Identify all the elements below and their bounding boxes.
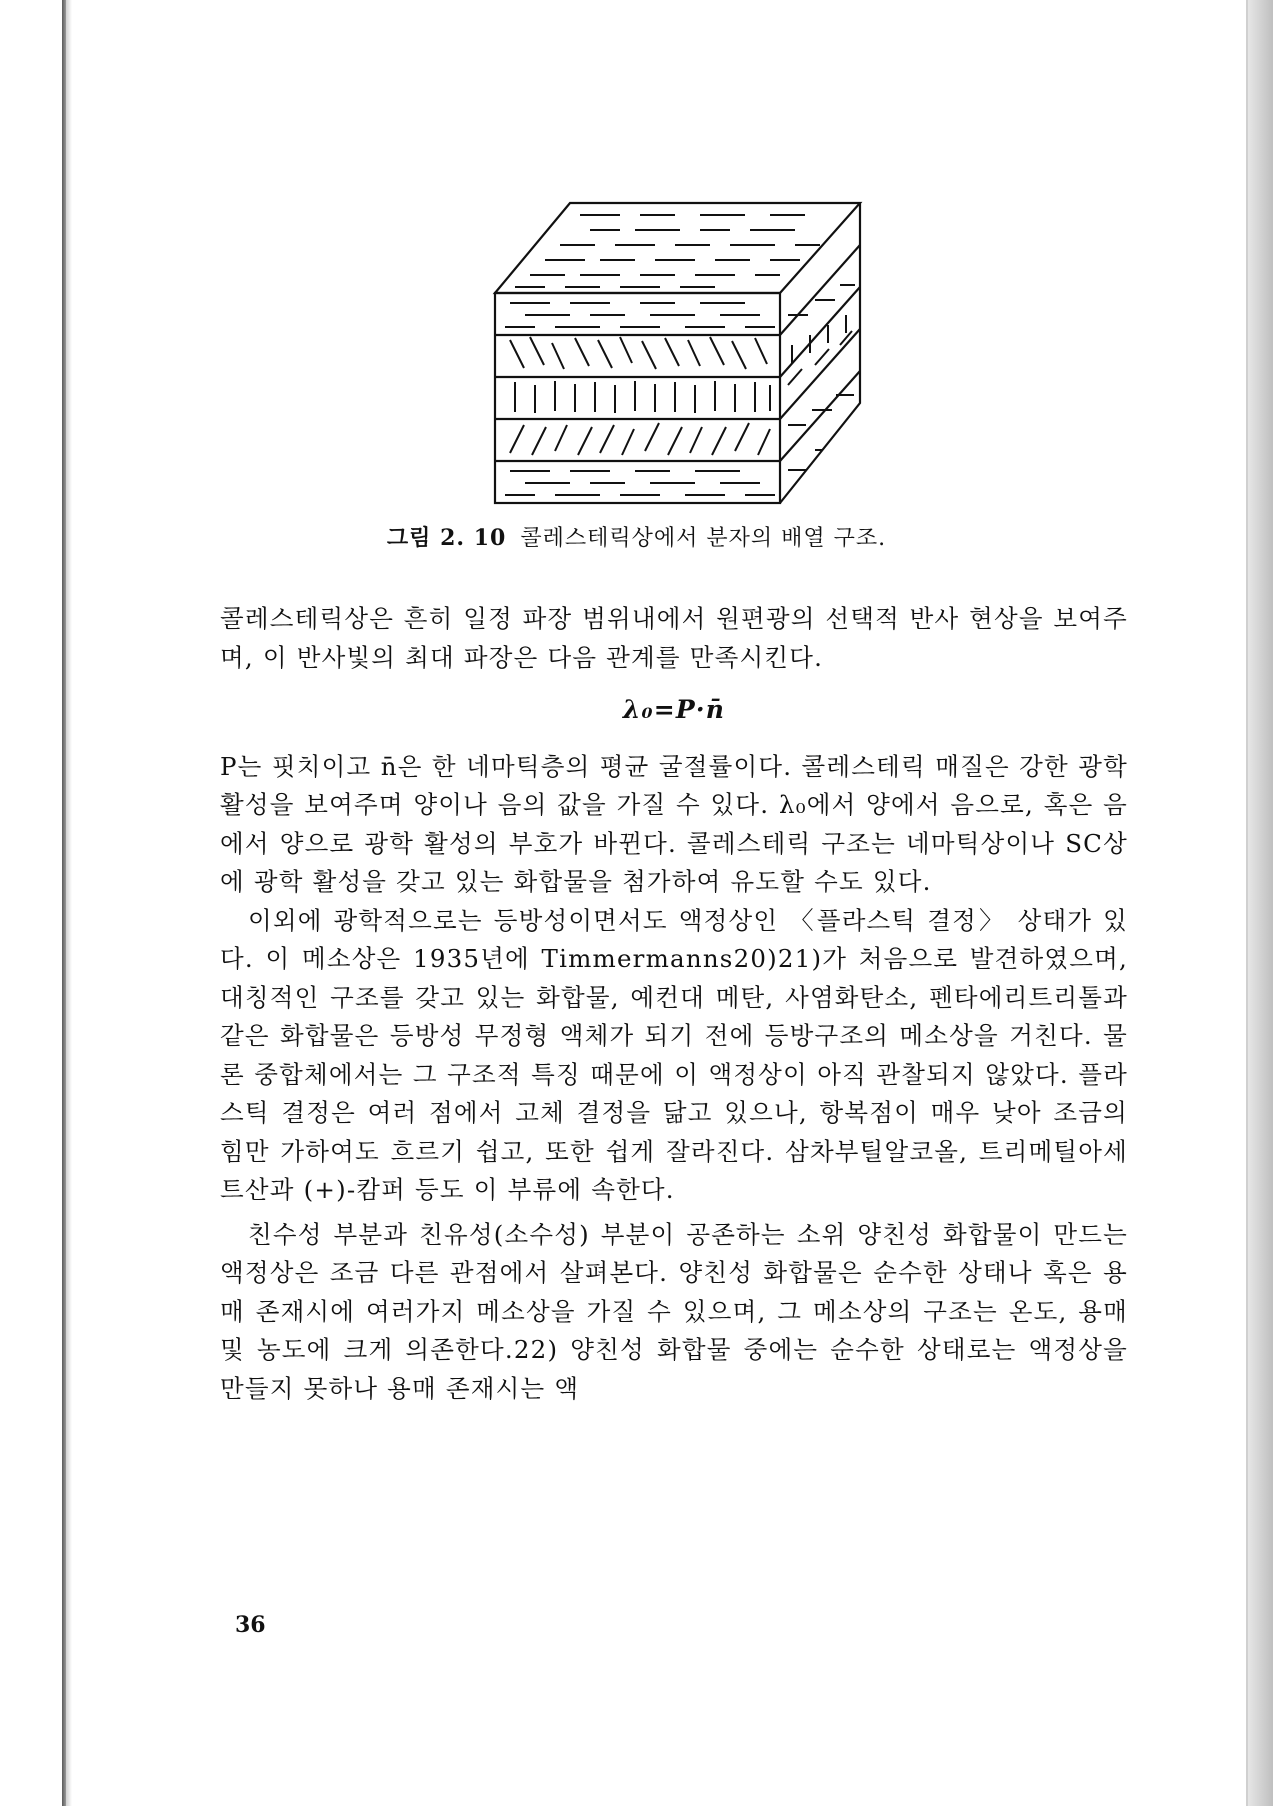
figure-caption: [0, 521, 1273, 552]
layer-3-vertical: [515, 381, 770, 413]
cholesteric-layer-diagram: [470, 185, 870, 520]
layer-5-horizontal: [505, 471, 775, 495]
formula: λ₀=P·n̄: [622, 695, 726, 724]
layered-cube-svg: [470, 185, 870, 520]
cube-outline: [495, 203, 860, 503]
layer-4-diagonal: [510, 423, 770, 455]
layer-1-horizontal: [505, 303, 775, 327]
page-number: 36: [235, 1612, 266, 1638]
paragraph-4: 친수성 부분과 친유성(소수성) 부분이 공존하는 소위 양친성 화합물이 만드는 액정상은 조금 다른 관점에서 살펴본다. 양친성 화합물은 순수한 상태나 혹은 용매 존재시에 여러가지 메소상을 가질 수 있으며, 그 메소상의 구조는 온도, 용매 및 농도에 크게 의존한다.22) 양친성 화합물 중에는 순수한 상태로는 액정상을 만들지 못하나 용매 존재시는 액: [220, 1219, 1128, 1403]
layer-2-diagonal: [510, 337, 767, 369]
top-face-molecules: [515, 215, 820, 287]
figure-label: 그림 2. 10: [386, 525, 507, 551]
paragraph-1: 콜레스테릭상은 흔히 일정 파장 범위내에서 원편광의 선택적 반사 현상을 보여주며, 이 반사빛의 최대 파장은 다음 관계를 만족시킨다.: [220, 604, 1128, 672]
paragraph-2: P는 핏치이고 n̄은 한 네마틱층의 평균 굴절률이다. 콜레스테릭 매질은 강한 광학활성을 보여주며 양이나 음의 값을 가질 수 있다. λ₀에서 양에서 음으로, 혹은 음에서 양으로 광학 활성의 부호가 바뀐다. 콜레스테릭 구조는 네마틱상이나 SC상에 광학 활성을 갖고 있는 화합물을 첨가하여 유도할 수도 있다.: [220, 751, 1128, 896]
figure-caption-text: 콜레스테릭상에서 분자의 배열 구조.: [520, 526, 887, 551]
spine-shadow: [66, 0, 72, 1806]
body-text: [220, 600, 1128, 1408]
paragraph-3: 이외에 광학적으로는 등방성이면서도 액정상인 〈플라스틱 결정〉 상태가 있다. 이 메소상은 1935년에 Timmermanns20)21)가 처음으로 발견하였으며, 대칭적인 구조를 갖고 있는 화합물, 예컨대 메탄, 사염화탄소, 펜타에리트리톨과 같은 화합물은 등방성 무정형 액체가 되기 전에 등방구조의 메소상을 거친다. 물론 중합체에서는 그 구조적 특징 때문에 이 액정상이 아직 관찰되지 않았다. 플라스틱 결정은 여러 점에서 고체 결정을 닮고 있으나, 항복점이 매우 낮아 조금의 힘만 가하여도 흐르기 쉽고, 또한 쉽게 잘라진다. 삼차부틸알코올, 트리메틸아세트산과 (+)-캄퍼 등도 이 부류에 속한다.: [220, 905, 1128, 1204]
page-stack-edge: [1248, 0, 1273, 1806]
